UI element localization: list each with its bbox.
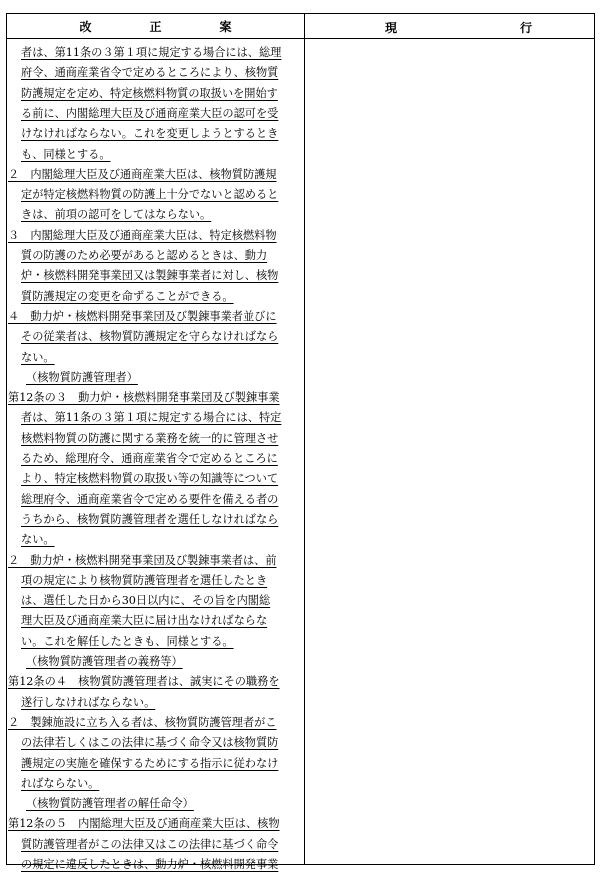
text-line — [21, 104, 300, 124]
text-line — [21, 571, 300, 591]
text-line-content: 質防護規定の変更を命ずることができる。 — [21, 289, 234, 303]
text-line-content: 理大臣及び通商産業大臣に届け出なければならな — [21, 614, 268, 628]
text-line — [26, 368, 300, 388]
text-line — [21, 490, 300, 510]
text-line — [8, 307, 300, 327]
text-line — [21, 835, 300, 855]
text-line-content: 護規定の実施を確保するためにする指示に従わなけ — [21, 756, 279, 770]
text-line-content: ない。 — [21, 350, 55, 364]
text-line — [21, 469, 300, 489]
header-current — [305, 14, 594, 39]
text-line-content: 者は、第11条の３第１項に規定する場合には、総理 — [21, 46, 282, 59]
text-line — [21, 185, 300, 205]
text-line-content: （核物質防護管理者の解任命令） — [26, 797, 194, 811]
header-amendment-char: 正 — [149, 20, 162, 34]
text-line-content: 第12条の５ 内閣総理大臣及び通商産業大臣は、核物 — [8, 817, 280, 831]
text-line — [21, 530, 300, 550]
text-line-content: 防護規定を定め、特定核燃料物質の取扱いを開始す — [21, 86, 278, 100]
text-line — [21, 287, 300, 307]
text-line-content: ２ 内閣総理大臣及び通商産業大臣は、核物質防護規 — [8, 167, 277, 181]
text-line — [21, 124, 300, 144]
text-line-content: 総理府令、通商産業省令で定める要件を備える者の — [21, 492, 279, 506]
text-line — [8, 388, 300, 408]
text-line-content: は、選任した日から30日以内に、その旨を内閣総 — [21, 594, 271, 608]
text-line — [21, 246, 300, 266]
text-line — [21, 510, 300, 530]
text-line — [21, 754, 300, 774]
text-line-content: ４ 動力炉・核燃料開発事業団及び製錬事業者並びに — [8, 309, 277, 323]
text-line-content: 定が特定核燃料物質の防護上十分でないと認めると — [21, 188, 279, 202]
header-current-char: 現 — [385, 21, 398, 35]
text-line — [21, 693, 300, 713]
comparison-table — [6, 13, 595, 871]
text-line-content: 核燃料物質の防護に関する業務を統一的に管理させ — [21, 431, 279, 445]
text-line — [8, 165, 300, 185]
text-line — [21, 449, 300, 469]
text-line-content: （核物質防護管理者の義務等） — [26, 655, 183, 668]
text-line-content: 府令、通商産業省令で定めるところにより、核物質 — [21, 66, 279, 80]
text-line-content: けなければならない。これを変更しようとするとき — [21, 127, 279, 141]
text-line — [8, 672, 300, 692]
text-line — [21, 84, 300, 104]
text-line-content: の規定に違反したときは、動力炉・核燃料開発事業 — [21, 858, 279, 871]
text-line-content: 項の規定により核物質防護管理者を選任したとき — [21, 573, 268, 587]
text-line — [21, 774, 300, 794]
text-line — [21, 611, 300, 631]
text-line — [21, 855, 300, 875]
text-line-content: るため、総理府令、通商産業省令で定めるところに — [21, 452, 278, 465]
text-line — [21, 145, 300, 165]
text-line-content: より、特定核燃料物質の取扱い等の知識等について — [21, 472, 279, 486]
text-line-content: 炉・核燃料開発事業団又は製錬事業者に対し、核物 — [21, 269, 279, 283]
text-line-content: 者は、第11条の３第１項に規定する場合には、特定 — [21, 411, 282, 425]
text-line-content: ない。 — [21, 533, 55, 547]
text-line-content: も、同様とする。 — [21, 147, 111, 161]
text-line-content: る前に、内閣総理大臣及び通商産業大臣の認可を受 — [21, 106, 279, 120]
header-amendment-char: 案 — [219, 20, 232, 34]
text-line-content: 遂行しなければならない。 — [21, 695, 156, 709]
text-line — [8, 713, 300, 733]
text-line-content: 質防護管理者がこの法律又はこの法律に基づく命令 — [21, 837, 279, 851]
text-line — [26, 652, 300, 672]
text-line — [26, 794, 300, 814]
text-line-content: ればならない。 — [21, 776, 100, 790]
text-line — [21, 348, 300, 368]
text-line-content: うちから、核物質防護管理者を選任しなければなら — [21, 512, 279, 526]
text-line-content: その従業者は、核物質防護規定を守らなければなら — [21, 330, 279, 344]
text-line-content: の法律若しくはこの法律に基づく命令又は核物質防 — [21, 736, 279, 750]
text-line — [8, 814, 300, 834]
text-line — [21, 429, 300, 449]
text-line-content: ２ 動力炉・核燃料開発事業団及び製錬事業者は、前 — [8, 553, 277, 567]
table-header-row — [7, 14, 594, 39]
text-line-content: ３ 内閣総理大臣及び通商産業大臣は、特定核燃料物 — [8, 228, 277, 242]
text-line — [21, 733, 300, 753]
text-line — [21, 266, 300, 286]
header-amendment-char: 改 — [79, 20, 92, 34]
text-line — [21, 43, 300, 63]
text-line-content: 第12条の４ 核物質防護管理者は、誠実にその職務を — [8, 675, 280, 689]
header-amendment — [7, 14, 304, 39]
column-divider — [304, 14, 305, 864]
text-line — [8, 551, 300, 571]
text-line-content: きは、前項の認可をしてはならない。 — [21, 208, 212, 222]
text-line — [21, 205, 300, 225]
text-line — [21, 408, 300, 428]
text-line-content: 第12条の３ 動力炉・核燃料開発事業団及び製錬事業 — [8, 391, 280, 405]
text-line — [8, 226, 300, 246]
text-line — [21, 632, 300, 652]
text-line — [21, 591, 300, 611]
text-line-content: （核物質防護管理者） — [26, 370, 138, 384]
text-line-content: 質の防護のため必要があると認めるときは、動力 — [21, 249, 268, 262]
text-line — [21, 63, 300, 83]
text-line — [21, 327, 300, 347]
text-line-content: い。これを解任したときも、同様とする。 — [21, 634, 234, 648]
header-current-char: 行 — [520, 21, 533, 35]
text-line-content: ２ 製錬施設に立ち入る者は、核物質防護管理者がこ — [8, 715, 277, 729]
